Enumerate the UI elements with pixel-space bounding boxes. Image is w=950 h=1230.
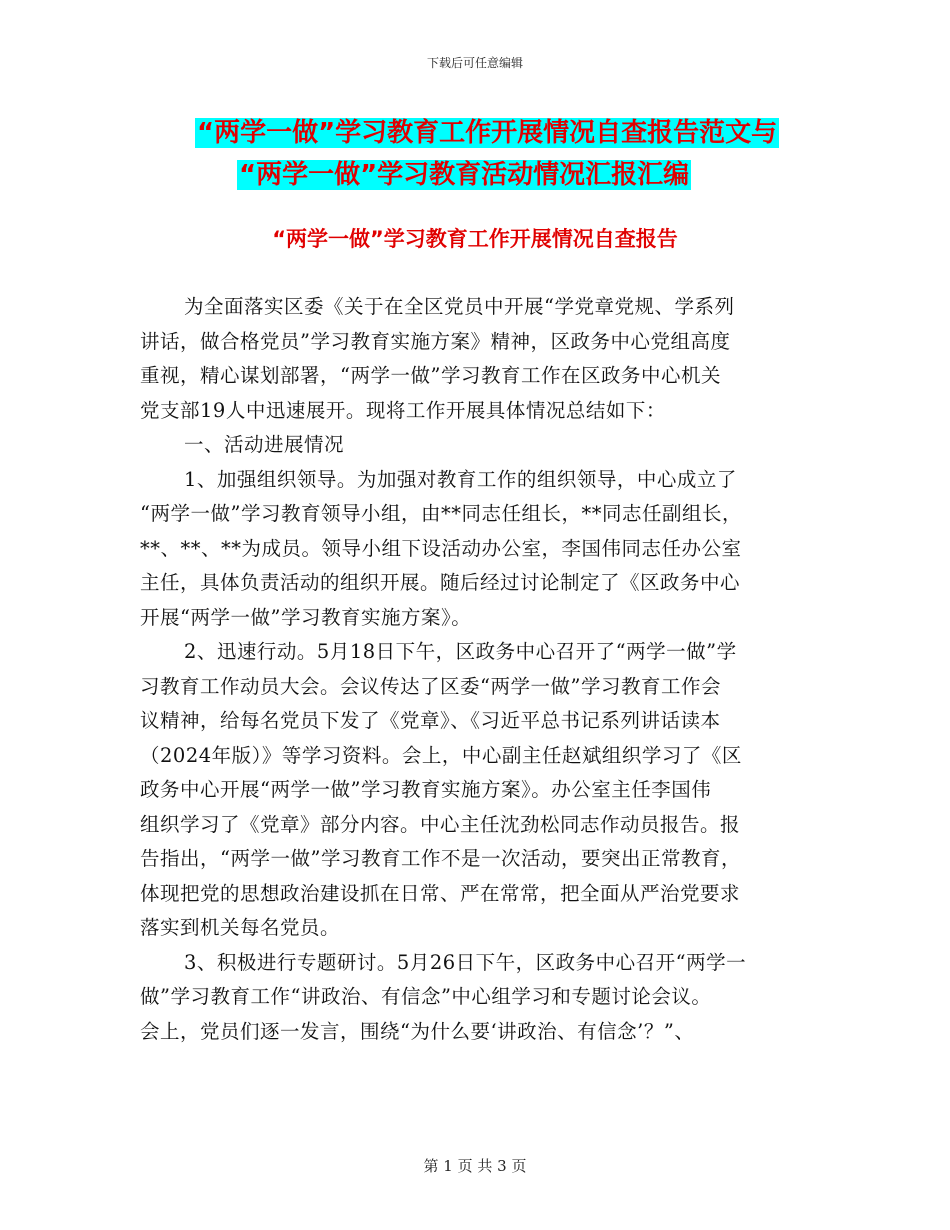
title-highlight-2: “两学一做”学习教育活动情况汇报汇编: [239, 160, 690, 190]
paragraph-line: 体现把党的思想政治建设抓在日常、严在常常，把全面从严治党要求: [140, 881, 741, 905]
paragraph-line: **、**、**为成员。领导小组下设活动办公室，李国伟同志任办公室: [140, 536, 742, 560]
page-header-note: 下载后可任意编辑: [426, 56, 523, 70]
page-number-footer: 第 1 页 共 3 页: [423, 1157, 527, 1175]
paragraph-line: 主任，具体负责活动的组织开展。随后经过讨论制定了《区政务中心: [140, 571, 741, 594]
paragraph-line: 习教育工作动员大会。会议传达了区委“两学一做”学习教育工作会: [140, 674, 721, 698]
paragraph-line: 组织学习了《党章》部分内容。中心主任沈劲松同志作动员报告。报: [140, 812, 741, 836]
paragraph-line: 政务中心开展“两学一做”学习教育实施方案》。办公室主任李国伟: [140, 778, 712, 801]
paragraph-line: “两学一做”学习教育领导小组，由**同志任组长，**同志任副组长，: [140, 502, 742, 525]
title-highlight-1: “两学一做”学习教育工作开展情况自查报告范文与: [197, 118, 778, 148]
paragraph-line: 重视，精心谋划部署，“两学一做”学习教育工作在区政务中心机关: [140, 364, 721, 387]
paragraph-line: 1、加强组织领导。为加强对教育工作的组织领导，中心成立了: [184, 467, 737, 491]
paragraph-line: 落实到机关每名党员。: [140, 916, 341, 939]
paragraph-line: 做”学习教育工作“讲政治、有信念”中心组学习和专题讨论会议。: [140, 985, 712, 1008]
paragraph-line: 议精神，给每名党员下发了《党章》、《习近平总书记系列讲话读本: [140, 709, 721, 732]
paragraph-line: 讲话，做合格党员”学习教育实施方案》精神，区政务中心党组高度: [140, 329, 731, 353]
body-text: [140, 290, 810, 1049]
document-title-line-1: [195, 112, 779, 149]
paragraph-line: 告指出，“两学一做”学习教育工作不是一次活动，要突出正常教育，: [140, 847, 741, 870]
paragraph-line: 党支部19人中迅速展开。现将工作开展具体情况总结如下：: [140, 398, 666, 422]
section-title: “两学一做”学习教育工作开展情况自查报告: [272, 227, 678, 251]
paragraph-line: 为全面落实区委《关于在全区党员中开展“学党章党规、学系列: [184, 295, 735, 318]
paragraph-line: 3、积极进行专题研讨。5月26日下午，区政务中心召开“两学一: [184, 950, 747, 974]
paragraph-line: 会上，党员们逐一发言，围绕“为什么要‘讲政治、有信念’？”、: [140, 1019, 695, 1043]
document-title-line-2: [237, 154, 691, 191]
paragraph-line: （2024年版）》等学习资料。会上，中心副主任赵斌组织学习了《区: [140, 743, 742, 767]
paragraph-line: 2、迅速行动。5月18日下午，区政务中心召开了“两学一做”学: [184, 640, 737, 663]
section-heading: 一、活动进展情况: [184, 433, 345, 456]
paragraph-line: 开展“两学一做”学习教育实施方案》。: [140, 605, 472, 629]
